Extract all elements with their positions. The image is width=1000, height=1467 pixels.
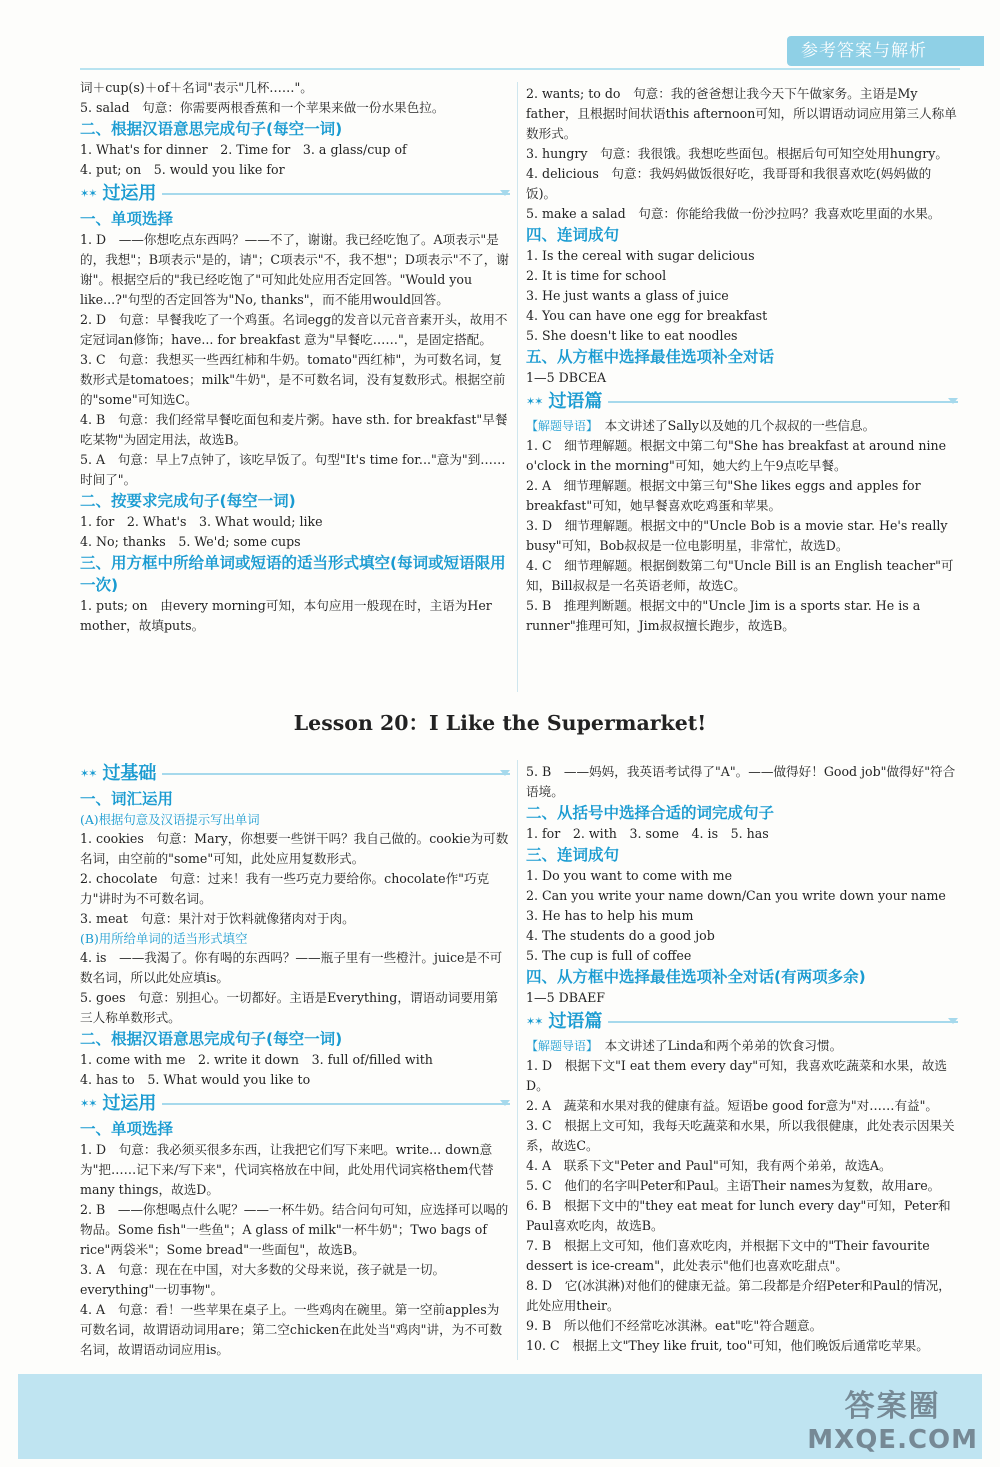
block-heading xyxy=(80,182,510,206)
section-heading: 三、用方框中所给单词或短语的适当形式填空(每词或短语限用一次) xyxy=(80,554,506,594)
header-rule xyxy=(80,68,960,70)
sparkle-icon: ✶✶ xyxy=(80,187,97,200)
answer-item: 4. B 句意：我们经常早餐吃面包和麦片粥。have sth. for breakfast"早餐吃某物"为固定用法，故选B。 xyxy=(80,412,508,447)
column-top-right xyxy=(526,84,958,636)
answer-item: 2. Can you write your name down/Can you write down your name xyxy=(526,888,946,903)
answer-item: 2. A 蔬菜和水果对我的健康有益。短语be good for意为"对……有益"。 xyxy=(526,1098,939,1113)
answer-item: 1. for 2. What's 3. What would; like xyxy=(80,514,323,529)
block-heading-label: 过语篇 xyxy=(548,391,603,412)
heading-rule xyxy=(162,773,510,775)
answer-item: 2. wants; to do 句意：我的爸爸想让我今天下午做家务。主语是My father，且根据时间状语this afternoon可知，所以谓语动词应用第三人称单数形式。 xyxy=(526,86,957,141)
answer-item: 9. B 所以他们不经常吃冰淇淋。eat"吃"符合题意。 xyxy=(526,1318,823,1333)
block-heading-label: 过运用 xyxy=(102,1093,157,1114)
column-divider-bottom xyxy=(517,760,518,1360)
sub-heading: (B)用所给单词的适当形式填空 xyxy=(80,931,248,946)
answer-item: 1. What's for dinner 2. Time for 3. a glass/cup of xyxy=(80,142,407,157)
answer-item: 7. B 根据上文可知，他们喜欢吃肉，并根据下文中的"Their favourite dessert is ice-cream"，此处表示"他们也喜欢吃甜点"。 xyxy=(526,1238,930,1273)
block-heading-label: 过运用 xyxy=(102,183,157,204)
guide-text: 本文讲述了Sally以及她的几个叔叔的一些信息。 xyxy=(604,418,876,433)
answer-item: 1. D 根据下文"I eat them every day"可知，我喜欢吃蔬菜和水果，故选D。 xyxy=(526,1058,947,1093)
sparkle-icon: ✶✶ xyxy=(526,1015,543,1028)
heading-rule xyxy=(162,193,510,195)
answer-item: 6. B 根据下文中的"they eat meat for lunch every day"可知，Peter和Paul喜欢吃肉，故选B。 xyxy=(526,1198,951,1233)
section-heading: 二、从括号中选择合适的词完成句子 xyxy=(526,804,775,822)
lesson-title: Lesson 20：I Like the Supermarket! xyxy=(293,711,707,735)
answer-item: 1. cookies 句意：Mary，你想要一些饼干吗？我自己做的。cookie为可数名词，由空前的"some"可知，此处应用复数形式。 xyxy=(80,831,509,866)
block-heading xyxy=(526,390,958,414)
column-divider-top xyxy=(517,82,518,692)
answer-item: 5. C 他们的名字叫Peter和Paul。主语Their names为复数，故用are。 xyxy=(526,1178,941,1193)
answer-item: 5. goes 句意：别担心。一切都好。主语是Everything，谓语动词要用第三人称单数形式。 xyxy=(80,990,499,1025)
answer-item: 5. salad 句意：你需要两根香蕉和一个苹果来做一份水果色拉。 xyxy=(80,100,445,115)
answer-item: 3. A 句意：现在在中国，对大多数的父母来说，孩子就是一切。everything"一切事物"。 xyxy=(80,1262,446,1297)
column-bottom-right xyxy=(526,762,958,1356)
answer-item: 3. C 句意：我想买一些西红柿和牛奶。tomato"西红柿"，为可数名词，复数形式是tomatoes；milk"牛奶"，是不可数名词，没有复数形式。根据空前的"some"可知选C。 xyxy=(80,352,506,407)
answer-item: 5. A 句意：早上7点钟了，该吃早饭了。句型"It's time for..."意为"到……时间了"。 xyxy=(80,452,506,487)
answer-item: 4. has to 5. What would you like to xyxy=(80,1072,311,1087)
answer-item: 4. put; on 5. would you like for xyxy=(80,162,285,177)
block-heading xyxy=(80,762,510,786)
watermark-logo xyxy=(807,1381,978,1455)
answer-item: 2. A 细节理解题。根据文中第三句"She likes eggs and apples for breakfast"可知，她早餐喜欢吃鸡蛋和苹果。 xyxy=(526,478,921,513)
answer-item: 8. D 它(冰淇淋)对他们的健康无益。第二段都是介绍Peter和Paul的情况，此处应用their。 xyxy=(526,1278,951,1313)
section-heading: 一、单项选择 xyxy=(80,1120,174,1138)
answer-item: 3. He just wants a glass of juice xyxy=(526,288,729,303)
section-heading: 一、单项选择 xyxy=(80,210,174,228)
answer-item: 3. He has to help his mum xyxy=(526,908,694,923)
answer-item: 4. is ——我渴了。你有喝的东西吗？——瓶子里有一些橙汁。juice是不可数名词，所以此处应填is。 xyxy=(80,950,503,985)
answer-item: 5. B 推理判断题。根据文中的"Uncle Jim is a sports star. He is a runner"推理可知，Jim叔叔擅长跑步，故选B。 xyxy=(526,598,921,633)
answer-item: 1. puts; on 由every morning可知，本句应用一般现在时，主语为Her mother，故填puts。 xyxy=(80,598,492,633)
answer-item: 1. Is the cereal with sugar delicious xyxy=(526,248,755,263)
answer-item: 3. C 根据上文可知，我每天吃蔬菜和水果，所以我很健康，此处表示因果关系，故选C。 xyxy=(526,1118,955,1153)
answer-item: 1. D ——你想吃点东西吗？——不了，谢谢。我已经吃饱了。A项表示"是的，我想"；B项表示"是的，请"；C项表示"不，我不想"；D项表示"不了，谢谢"。根据空后的"我已经吃饱了"可知此处应用否定回答。"Would you like...?"句型的否定回答为"No, thanks"，而不能用would回答。 xyxy=(80,232,509,307)
answer-item: 1. come with me 2. write it down 3. full of/filled with xyxy=(80,1052,433,1067)
section-heading: 二、根据汉语意思完成句子(每空一词) xyxy=(80,1030,343,1048)
guide-tag: 【解题导语】 xyxy=(526,1039,593,1053)
answer-item: 1. C 细节理解题。根据文中第二句"She has breakfast at around nine o'clock in the morning"可知，她大约上午9点吃早餐。 xyxy=(526,438,947,473)
answer-item: 4. The students do a good job xyxy=(526,928,715,943)
block-heading-label: 过基础 xyxy=(102,763,157,784)
sub-heading: (A)根据句意及汉语提示写出单词 xyxy=(80,812,260,827)
passage-guide xyxy=(526,416,958,436)
answer-item: 4. delicious 句意：我妈妈做饭很好吃，我哥哥和我很喜欢吃(妈妈做的饭)。 xyxy=(526,166,932,201)
answer-item: 1. for 2. with 3. some 4. is 5. has xyxy=(526,826,769,841)
answer-item: 5. The cup is full of coffee xyxy=(526,948,692,963)
column-bottom-left xyxy=(80,760,510,1360)
heading-rule xyxy=(162,1103,510,1105)
section-heading: 二、按要求完成句子(每空一词) xyxy=(80,492,296,510)
section-heading: 一、词汇运用 xyxy=(80,790,174,808)
answer-item: 3. D 细节理解题。根据文中的"Uncle Bob is a movie star. He's really busy"可知，Bob叔叔是一位电影明星，非常忙，故选D。 xyxy=(526,518,948,553)
heading-rule xyxy=(608,1021,958,1023)
guide-text: 本文讲述了Linda和两个弟弟的饮食习惯。 xyxy=(604,1038,843,1053)
answer-item: 5. B ——妈妈，我英语考试得了"A"。——做得好！Good job"做得好"符合语境。 xyxy=(526,764,956,799)
sparkle-icon: ✶✶ xyxy=(526,395,543,408)
block-heading xyxy=(526,1010,958,1034)
guide-tag: 【解题导语】 xyxy=(526,419,593,433)
answer-item: 1—5 DBCEA xyxy=(526,370,607,385)
answer-item: 1—5 DBAEF xyxy=(526,990,605,1005)
answer-item: 2. chocolate 句意：过来！我有一些巧克力要给你。chocolate作"巧克力"讲时为不可数名词。 xyxy=(80,871,490,906)
section-heading: 四、连词成句 xyxy=(526,226,620,244)
answer-item: 3. hungry 句意：我很饿。我想吃些面包。根据后句可知空处用hungry。 xyxy=(526,146,948,161)
answer-item: 4. You can have one egg for breakfast xyxy=(526,308,768,323)
section-heading: 三、连词成句 xyxy=(526,846,620,864)
answer-item: 2. D 句意：早餐我吃了一个鸡蛋。名词egg的发音以元音音素开头，故用不定冠词an修饰；have... for breakfast 意为"早餐吃……"，是固定搭配。 xyxy=(80,312,508,347)
answer-item: 1. Do you want to come with me xyxy=(526,868,733,883)
answer-item: 4. C 细节理解题。根据倒数第二句"Uncle Bill is an English teacher"可知，Bill叔叔是一名英语老师，故选C。 xyxy=(526,558,954,593)
answer-item: 3. meat 句意：果汁对于饮料就像猪肉对于肉。 xyxy=(80,911,355,926)
section-heading: 五、从方框中选择最佳选项补全对话 xyxy=(526,348,775,366)
answer-item: 2. It is time for school xyxy=(526,268,667,283)
answer-item: 4. No; thanks 5. We'd; some cups xyxy=(80,534,301,549)
block-heading xyxy=(80,1092,510,1116)
watermark-line2: MXQE.COM xyxy=(807,1425,978,1455)
passage-guide xyxy=(526,1036,958,1056)
section-heading: 四、从方框中选择最佳选项补全对话(有两项多余) xyxy=(526,968,866,986)
sparkle-icon: ✶✶ xyxy=(80,1097,97,1110)
block-heading-label: 过语篇 xyxy=(548,1011,603,1032)
sparkle-icon: ✶✶ xyxy=(80,767,97,780)
answer-item: 4. A 句意：看！一些苹果在桌子上。一些鸡肉在碗里。第一空前apples为可数名词，故谓语动词用are；第二空chicken在此处当"鸡肉"讲，为不可数名词，故谓语动词应用is。 xyxy=(80,1302,503,1357)
answer-item: 5. She doesn't like to eat noodles xyxy=(526,328,738,343)
answer-item: 1. D 句意：我必须买很多东西，让我把它们写下来吧。write... down意为"把……记下来/写下来"，代词宾格放在中间，此处用代词宾格them代替many things，故选D。 xyxy=(80,1142,494,1197)
answer-item: 10. C 根据上文"They like fruit, too"可知，他们晚饭后通常吃苹果。 xyxy=(526,1338,929,1353)
answer-item: 2. B ——你想喝点什么呢？——一杯牛奶。结合问句可知，应选择可以喝的物品。Some fish"一些鱼"；A glass of milk"一杯牛奶"；Two bags of rice"两袋米"；Some bread"一些面包"，故选B。 xyxy=(80,1202,509,1257)
watermark-line1: 答案圈 xyxy=(844,1389,941,1424)
heading-rule xyxy=(608,401,958,403)
answer-item: 5. make a salad 句意：你能给我做一份沙拉吗？我喜欢吃里面的水果。 xyxy=(526,206,941,221)
header-banner: 参考答案与解析 xyxy=(787,36,984,66)
section-heading: 二、根据汉语意思完成句子(每空一词) xyxy=(80,120,343,138)
answer-item: 4. A 联系下文"Peter and Paul"可知，我有两个弟弟，故选A。 xyxy=(526,1158,892,1173)
column-top-left xyxy=(80,78,510,636)
answer-item: 词＋cup(s)＋of＋名词"表示"几杯……"。 xyxy=(80,80,313,95)
